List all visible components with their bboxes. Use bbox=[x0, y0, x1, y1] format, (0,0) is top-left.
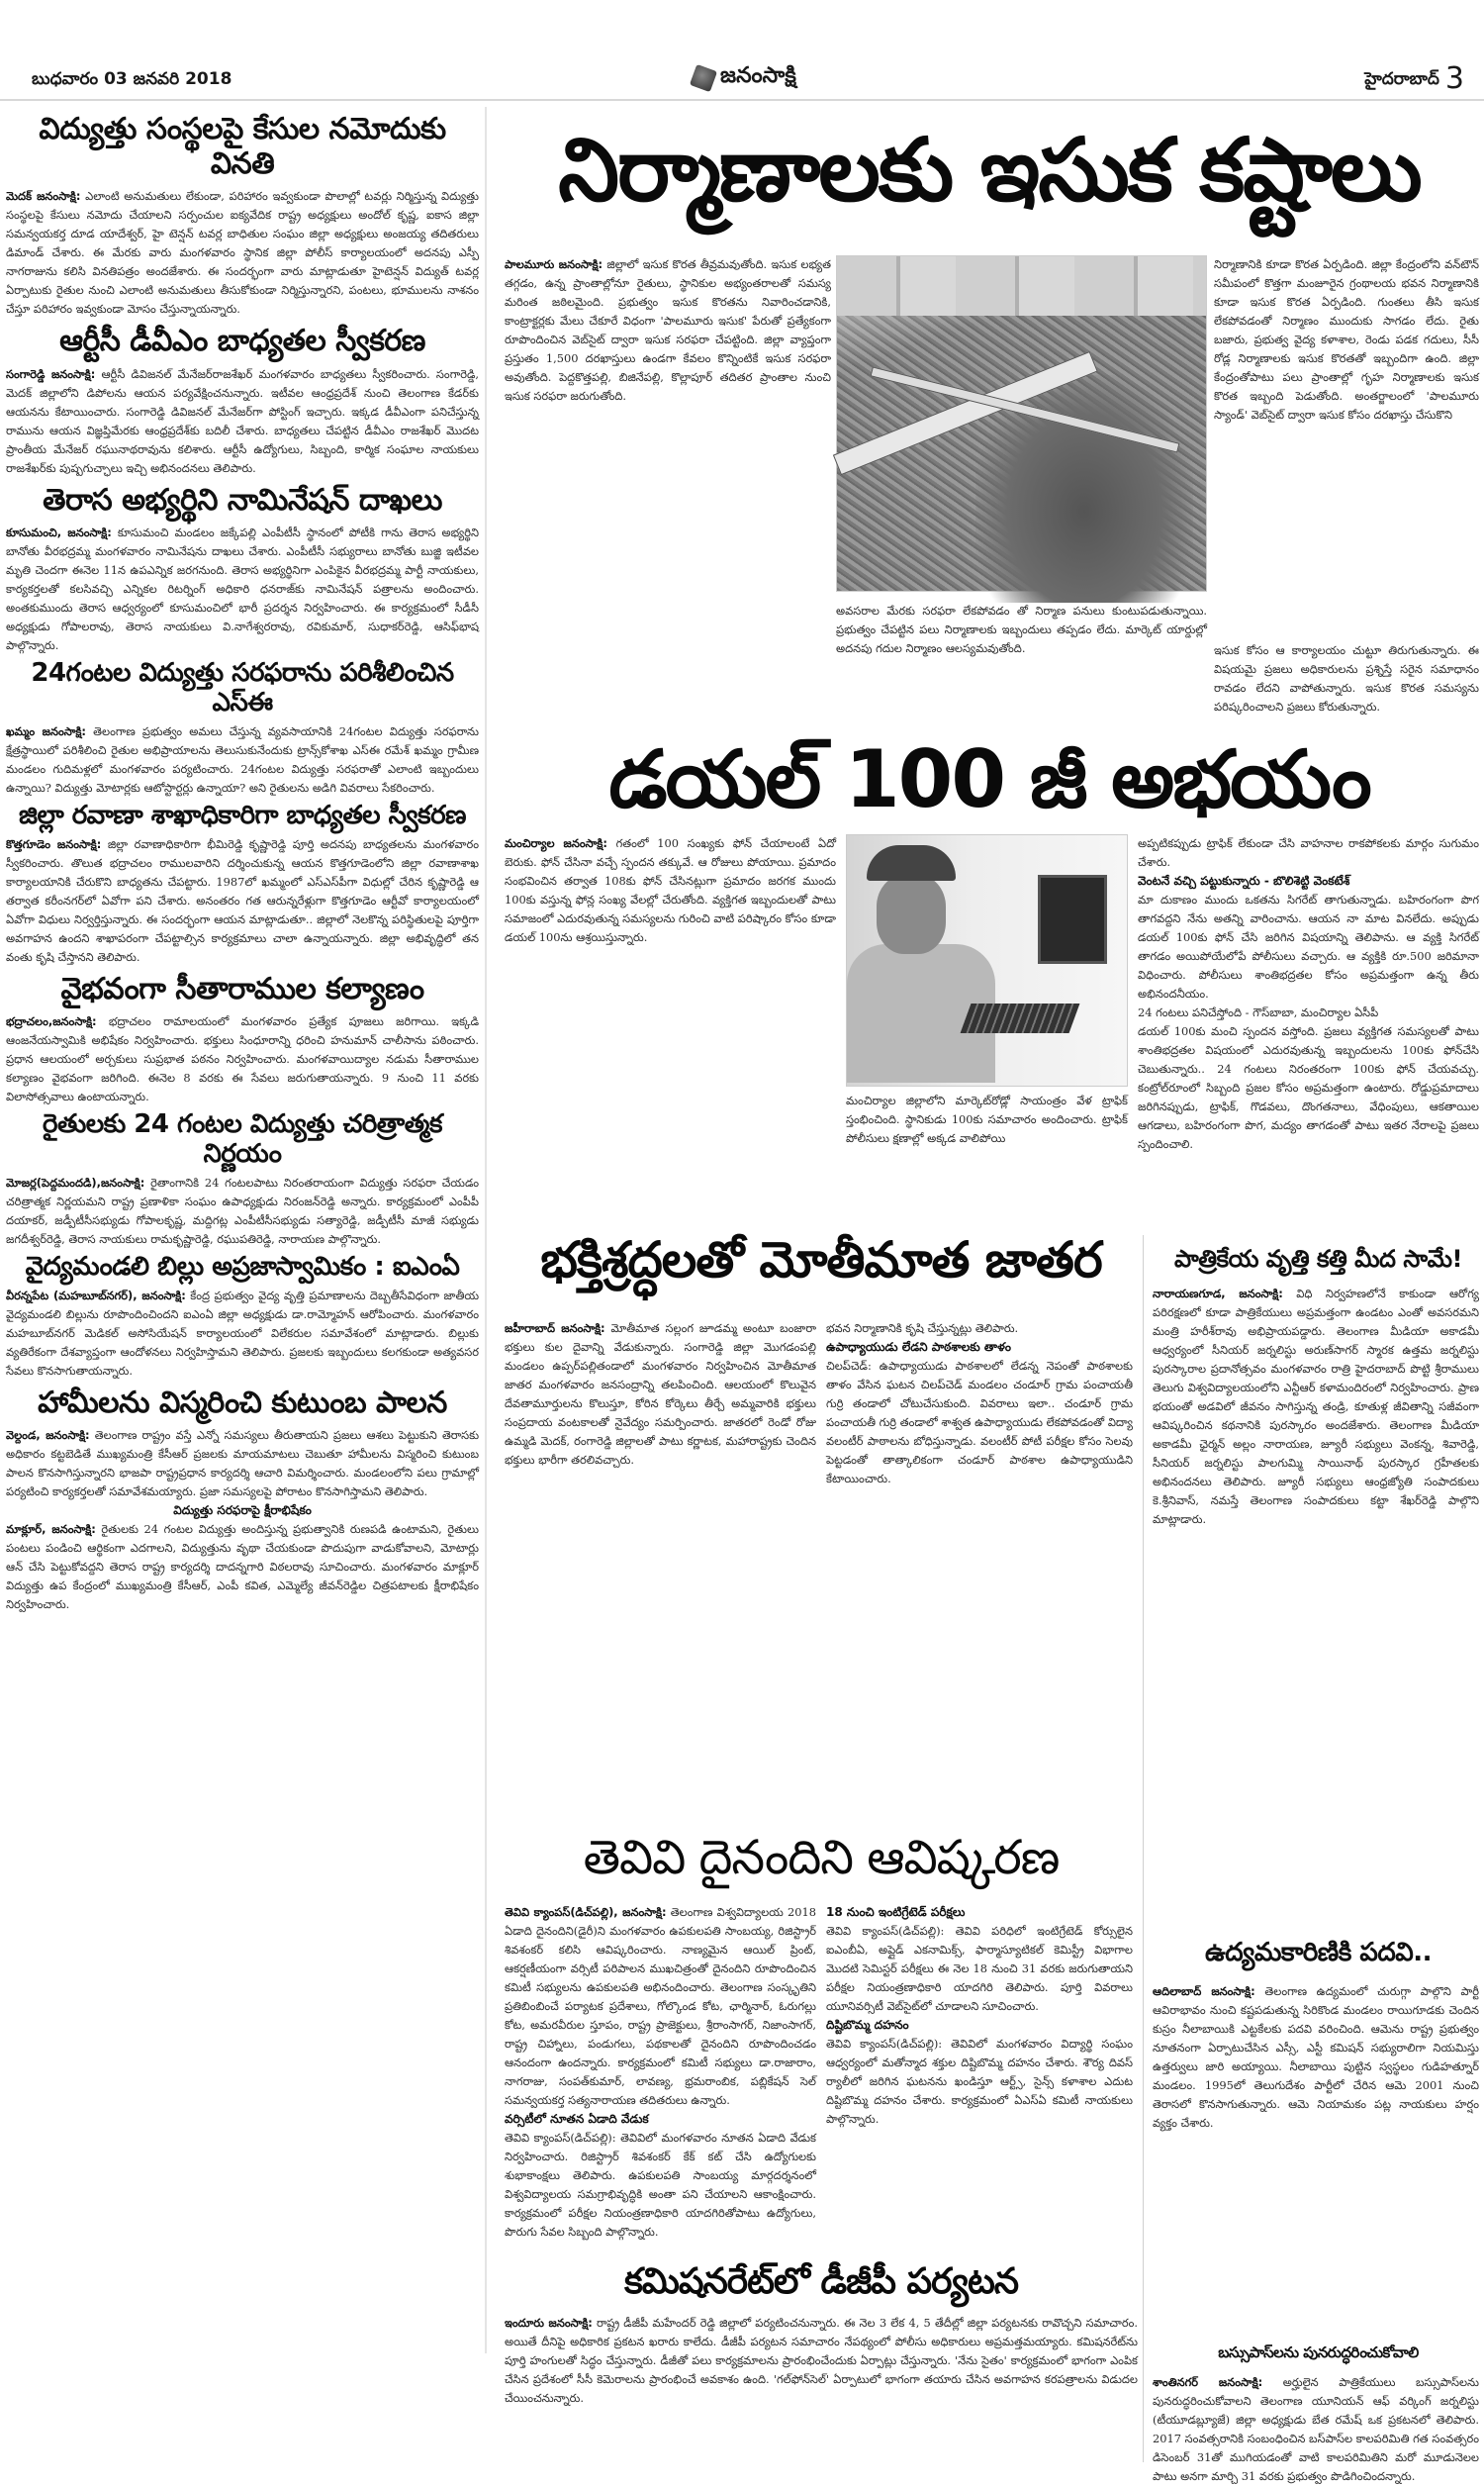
journalism-story-body bbox=[1153, 1285, 1479, 1918]
article-family-rule bbox=[6, 1386, 479, 1502]
article-dateline: మెదక్ జనంసాక్షి: bbox=[6, 189, 81, 203]
article-text: ఇసుక కోసం ఆ కార్యాలయం చుట్టూ తిరుగుతున్నారు. ఈ విషయమై ప్రజలు అధికారులను ప్రశ్నిస్తే సరైన సమాధానం రావడం లేదని వాపోతున్నారు. ఇసుక కొరత సమస్యను పరిష్కరించాలని ప్రజలు కోరుతున్నారు. bbox=[1214, 643, 1479, 714]
edition-city bbox=[1364, 61, 1464, 96]
article-headline: విద్యుత్తు సంస్థలపై కేసుల నమోదుకు వినతి bbox=[39, 112, 446, 181]
article-headline: 24గంటల విద్యుత్తు సరఫరాను పరిశీలించిన ఎస్‌ఈ bbox=[31, 658, 454, 717]
page-number: 3 bbox=[1444, 61, 1464, 96]
left-news-column bbox=[6, 107, 479, 2472]
article-text: తెలంగాణ ప్రభుత్వం అమలు చేస్తున్న వ్యవసాయానికి 24గంటల విద్యుత్తు సరఫరాను క్షేత్రస్థాయిలో పరిశీలించి రైతుల అభిప్రాయాలను తెలుసుకునేందుకు ట్రాన్స్‌కోశాఖ ఎస్‌ఈ రమేశ్ ఖమ్మం గ్రామీణ మండలం గుదిమళ్లలో మంగళవారం పర్యటించారు. 24గంటల విద్యుత్తు సరఫరాతో ఎలాంటి ఇబ్బందులు ఉన్నాయి? విద్యుత్తు మోటార్లకు ఆటోస్టార్టర్లు ఉన్నాయా? అని రైతులను అడిగి వివరాలు సేకరించారు. bbox=[6, 723, 479, 795]
article-text: భద్రాచలం రామాలయంలో మంగళవారం ప్రత్యేక పూజలు జరిగాయి. ఇక్కడి ఆంజనేయస్వామికి అభిషేకం నిర్వహించారు. భక్తులు సింధూరాన్ని ధరించి హనుమాన్ చాలీసాను పఠించారు. ప్రధాన ఆలయంలో అర్చకులు సుప్రభాత పఠనం నిర్వహించారు. మంగళవాయిద్యాల నడుమ సీతారాముల కల్యాణం వైభవంగా జరిగింది. ఈనెల 8 వరకు ఈ సేవలు జరుగుతాయన్నారు. 9 నుంచి 11 వరకు విలాసోత్సవాలు ఉంటాయన్నారు. bbox=[6, 1014, 480, 1104]
masthead-divider bbox=[0, 99, 1484, 101]
issue-date: బుధవారం 03 జనవరి 2018 bbox=[32, 69, 232, 89]
diary-headline: తెవివి దైనందిని ఆవిష్కరణ bbox=[583, 1830, 1060, 1885]
column-divider bbox=[485, 107, 487, 2353]
article-text: మోతీమాత సల్లంగ జూడమ్మ అంటూ బంజారా భక్తులు కుల దైవాన్ని వేడుకున్నారు. సంగారెడ్డి జిల్లా మొగడంపల్లి మండలం ఉప్పర్‌పల్లితండాలో మంగళవారం నిర్వహించిన మోతీమాత జాతర మంగళవారం జనసంద్రాన్ని తలపించింది. ఆలయంలో కొలువైన దేవతామూర్తులను కొలుస్తూ, కోరిన కోర్కెలు తీర్చే అమ్మవారికి భక్తులు సంప్రదాయ వంటకాలతో నైవేద్యం సమర్పించారు. జాతరలో రెండో రోజు ఉమ్మడి మెదక్, రంగారెడ్డి జిల్లాలతో పాటు కర్ణాటక, మహారాష్ట్రకు చెందిన భక్తులు భారీగా తరలివచ్చారు. bbox=[505, 1321, 817, 1467]
article-text: చిలప్‌చెడ్: ఉపాధ్యాయుడు పాఠశాలలో లేడన్న నెపంతో పాఠశాలకు తాళం వేసిన ఘటన చిలప్‌చెడ్ మండలం చండూర్ గ్రామ పంచాయతీ గుర్రి తండాలో చోటుచేసుకుంది. వివరాలు ఇలా.. చండూర్ గ్రామ పంచాయతీ గుర్రి తండాలో శాశ్వత ఉపాధ్యాయుడు లేకపోవడంతో విద్యా వలంటీర్ పాఠాలను బోధిస్తున్నాడు. వలంటీర్ పోటీ పరీక్షల కోసం సెలవు పెట్టడంతో తాత్కాలికంగా చండూర్ పాఠశాల ఉపాధ్యాయుడిని కేటాయించారు. bbox=[826, 1359, 1133, 1485]
dgp-story-body bbox=[505, 2314, 1138, 2408]
article-body bbox=[1153, 1285, 1479, 1529]
article-text: తెవివి క్యాంపస్(డిచ్‌పల్లి): తెవివి పరిధిలో ఇంటిగ్రేటెడ్ కోర్సులైన ఐఎంబీఏ, అప్లైడ్ ఎకనామిక్స్, ఫార్మాస్యూటికల్ కెమిస్ట్రీ విభాగాల మొదటి సెమిస్టర్ పరీక్షలు ఈ నెల 18 నుంచి 31 వరకు జరుగుతాయని పరీక్షల నియంత్రణాధికారి యాదగిరి తెలిపారు. పూర్తి వివరాలు యూనివర్సిటీ వెబ్‌సైట్‌లో చూడాలని సూచించారు. bbox=[826, 1924, 1133, 2013]
article-dateline: మోజర్ల(పెద్దమందడి),జనంసాక్షి: bbox=[6, 1175, 145, 1190]
article-body bbox=[6, 1174, 479, 1249]
article-dateline: మంచిర్యాల జనంసాక్షి: bbox=[505, 836, 607, 850]
article-dateline: వెల్దండ, జనంసాక్షి: bbox=[6, 1428, 90, 1443]
article-body bbox=[6, 722, 479, 798]
article-subheadline: విద్యుత్తు సరఫరాపై క్షీరాభిషేకం bbox=[173, 1503, 312, 1518]
police-control-room-photo bbox=[846, 834, 1128, 1087]
article-text: రైతాంగానికి 24 గంటలపాటు నిరంతరాయంగా విద్యుత్తు సరఫరా చేయడం చరిత్రాత్మక నిర్ణయమని రాష్ట్ర ప్రణాళికా సంఘం ఉపాధ్యక్షుడు నిరంజన్‌రెడ్డి అన్నారు. కార్యక్రమంలో ఎంపీపీ దయాకర్, జడ్పీటీసీసభ్యుడు గోపాలకృష్ణ, మద్దిగట్ల ఎంపీటీసీసభ్యుడు సత్యారెడ్డి, జడ్పీటీసీ మాజీ సభ్యుడు జగదీశ్వర్‌రెడ్డి, తెరాస నాయకులు రామకృష్ణారెడ్డి, రఘుపతిరెడ్డి, నారాయణ పాల్గొన్నారు. bbox=[6, 1175, 479, 1246]
article-headline: వైభవంగా సీతారాముల కల్యాణం bbox=[60, 971, 424, 1006]
photo-officer-head bbox=[877, 875, 946, 954]
article-text: కేంద్ర ప్రభుత్వం వైద్య వృత్తి ప్రమాణాలను దెబ్బతీసేవిధంగా జాతీయ వైద్యమండలి బిల్లును రూపొందించిందని ఐఎంఏ జిల్లా అధ్యక్షుడు డా.రామ్మోహన్ ఆరోపించారు. మంగళవారం మహబూబ్‌నగర్ మెడికల్ అసోసియేషన్ కార్యాలయంలో విలేకరుల సమావేశంలో మాట్లాడారు. బిల్లుకు వ్యతిరేకంగా దేశవ్యాప్తంగా ఆందోళనలు నిర్వహిస్తామని తెలిపారు. ప్రజలకు ఇబ్బందులు కలగకుండా అత్యవసర సేవలు కొనసాగుతాయన్నారు. bbox=[6, 1288, 480, 1378]
masthead bbox=[0, 0, 1484, 99]
article-dateline: ఖమ్మం జనంసాక్షి: bbox=[6, 723, 86, 738]
article-headline: వైద్యమండలి బిల్లు అప్రజాస్వామికం : ఐఎంఏ bbox=[25, 1251, 460, 1282]
lead-story-column-1 bbox=[505, 255, 831, 406]
diary-column-1 bbox=[505, 1903, 816, 2249]
article-farmers-24hr-power bbox=[6, 1110, 479, 1249]
dgp-headline: కమిషనరేట్‌లో డీజీపీ పర్యటన bbox=[623, 2261, 1019, 2302]
article-dateline: తెవివి క్యాంపస్(డిచ్‌పల్లి), జనంసాక్షి: bbox=[505, 1905, 667, 1919]
article-body bbox=[505, 255, 831, 406]
article-text: రాష్ట్ర డీజీపీ మహేందర్ రెడ్డి జిల్లాలో పర్యటించనున్నారు. ఈ నెల 3 లేక 4, 5 తేదీల్లో జిల్లా పర్యటనకు రావొచ్చని సమాచారం. అయితే దీనిపై అధికారిక ప్రకటన ఖరారు కాలేదు. డీజీపీ పర్యటన సమాచారం నేపథ్యంలో పోలీసు అధికారులు అప్రమత్తమయ్యారు. కమిషనరేట్‌ను పూర్తి హంగులతో సిద్ధం చేస్తున్నారు. డీజీతో పలు కార్యక్రమాలను ప్రారంభించేందుకు ఏర్పాట్లు చేస్తున్నారు. 'నేను సైతం' కార్యక్రమంలో భాగంగా ఎంపిక చేసిన ప్రదేశంలో సీసీ కెమెరాలను ప్రారంభించే అవకాశం ఉంది. 'గల్‌ఫోన్‌సెల్' ఏర్పాటులో భాగంగా తయారు చేసిన అవగాహన కరపత్రాలను విడుదల చేయించనున్నారు. bbox=[505, 2316, 1138, 2405]
article-subheadline: ఉపాధ్యాయుడు లేడని పాఠశాలకు తాళం bbox=[826, 1340, 1011, 1354]
article-dateline: కూసుమంచి, జనంసాక్షి: bbox=[6, 526, 112, 539]
dial100-headline: డయల్ 100 జీ అభయం bbox=[608, 733, 1370, 825]
lead-headline: నిర్మాణాలకు ఇసుక కష్టాలు bbox=[558, 119, 1421, 221]
dial100-column-1 bbox=[505, 834, 836, 947]
article-text: కూసుమంచి మండలం జక్కేపల్లి ఎంపీటీసీ స్థానంలో పోటీకి గాను తెరాస అభ్యర్థిని బానోతు వీరభద్రమ్మ మంగళవారం నామినేషను దాఖలు చేశారు. ఎంపీటీసీ సభ్యురాలు బానోతు బుజ్జి ఇటీవల మృతి చెందగా ఈనెల 11న ఉపఎన్నిక జరగనుంది. తెరాస అభ్యర్థినిగా ఎంపికైన వీరభద్రమ్మ పార్టీ నాయకులు, కార్యకర్తలతో కలసివచ్చి ఎన్నికల రిటర్నింగ్ అధికారి ధనరాజ్‌కు నామినేషన్ పత్రాలను అందించారు. అంతకుముందు తెరాస ఆధ్వర్యంలో కూసుమంచిలో భారీ ప్రదర్శన నిర్వహించారు. ఈ కార్యక్రమంలో సీడీసీ అధ్యక్షుడు గోపాలరావు, తెరాస నాయకులు వి.నాగేశ్వరరావు, రవికుమార్, సుధాకర్‌రెడ్డి, ఆసిఫ్‌భాష పాల్గొన్నారు. bbox=[6, 526, 480, 652]
article-medical-council-bill bbox=[6, 1253, 479, 1381]
lead-story-column-2 bbox=[836, 602, 1207, 658]
article-text: అర్హులైన పాత్రికేయులు బస్సుపాస్‌లను పునరుద్ధరించుకోవాలని తెలంగాణ యూనియన్ ఆఫ్ వర్కింగ్ జర్నలిస్టు (టీయూడబ్ల్యూజే) జిల్లా అధ్యక్షుడు బేత రమేష్ ఒక ప్రకటనలో తెలిపారు. 2017 సంవత్సరానికి సంబంధించిన బస్‌పాస్‌ల కాలపరిమితి గత సంవత్సరం డిసెంబర్ 31తో ముగియడంతో వాటి కాలపరిమితిని మరో మూడునెలల పాటు అనగా మార్చి 31 వరకు ప్రభుత్వం పొడిగించిందన్నారు. bbox=[1153, 2375, 1479, 2483]
article-dateline: జహీరాబాద్ జనంసాక్షి: bbox=[505, 1321, 605, 1335]
photo-keyboard-shape bbox=[961, 1004, 1080, 1033]
jathara-column-2 bbox=[826, 1319, 1133, 1794]
photo-officer-cap bbox=[867, 845, 956, 881]
logo-emblem-icon bbox=[690, 64, 717, 92]
article-text: తెలంగాణ ఉద్యమంలో చురుగ్గా పాల్గొని పార్టీ ఆవిరాభావం నుంచి కష్టపడుతున్న సిరికొండ మండలం రాయిగూడకు చెందిన కుస్రం నీలాబాయికి ఎట్టకేలకు పదవి వరించింది. ఆమెను రాష్ట్ర ప్రభుత్వం నూతనంగా ఏర్పాటుచేసిన ఎస్సీ, ఎస్టీ కమిషన్ సభ్యురాలిగా నియమిస్తు ఉత్తర్వులు జారి అయ్యాయి. నీలాబాయి పుట్టిన స్వస్థలం గుడిహత్నూర్ మండలం. 1995లో తెలుగుదేశం పార్టీలో చేరిన ఆమె 2001 నుంచి తెరాసలో కొనసాగుతున్నారు. ఆమె నియామకం పట్ల నాయకులు హర్షం వ్యక్తం చేశారు. bbox=[1153, 1984, 1479, 2130]
right-news-area bbox=[495, 107, 1484, 2483]
quote-heading: వెంటనే వచ్చి పట్టుకున్నారు - బొలిశెట్టి వెంకటేశ్ bbox=[1138, 874, 1350, 888]
article-dateline: ఆదిలాబాద్ జనంసాక్షి: bbox=[1153, 1984, 1255, 1998]
dial100-column-3 bbox=[1138, 834, 1479, 1154]
article-body bbox=[6, 524, 479, 655]
quote-text: మా దుకాణం ముందు ఒకతను సిగరేట్ తాగుతున్నాడు. బహిరంగంగా పొగ తాగవద్దని నేను అతన్ని వారించాను. ఆయన నా మాట వినలేదు. అప్పుడు డయల్ 100కు ఫోన్ చేసి జరిగిన విషయాన్ని తెలిపాను. ఆ వ్యక్తి సిగరేట్ తాగడం అయిపోయేలోపే పోలీసులు వచ్చారు. ఆ వ్యక్తికి రూ.500 జరిమానా విధించారు. పోలీసులు శాంతిభద్రతల కోసం అప్రమత్తంగా ఉన్న తీరు అభినందనీయం. bbox=[1138, 893, 1479, 1001]
article-subheadline: వర్సిటీలో నూతన ఏడాది వేడుక bbox=[505, 2112, 649, 2126]
newspaper-name: జనంసాక్షి bbox=[720, 63, 796, 88]
article-text: తెవివి క్యాంపస్(డిచ్‌పల్లి): తెవివిలో మంగళవారం నూతన ఏడాది వేడుక నిర్వహించారు. రిజిస్ట్రార్ శివశంకర్ కేక్ కట్ చేసి ఉద్యోగులకు శుభాకాంక్షలు తెలిపారు. ఉపకులపతి సాంబయ్య మార్గదర్శనంలో విశ్వవిద్యాలయ సమగ్రాభివృద్ధికి అంతా పని చేయాలని ఆకాంక్షించారు. కార్యక్రమంలో పరీక్షల నియంత్రణాధికారి యాదగిరితోపాటు ఉద్యోగులు, పొరుగు సేవల సిబ్బంది పాల్గొన్నారు. bbox=[505, 2131, 816, 2239]
article-dateline: వీరన్నపేట (మహబూబ్‌నగర్), జనంసాక్షి: bbox=[6, 1288, 186, 1302]
article-dateline: కొత్తగూడెం జనంసాక్షి: bbox=[6, 836, 102, 851]
article-body bbox=[505, 834, 836, 947]
article-text: తెవివి క్యాంపస్(డిచ్‌పల్లి): తెవివిలో మంగళవారం విద్యార్థి సంఘం ఆధ్వర్యంలో మతోన్మాద శక్తుల దిష్టిబొమ్మ దహనం చేశారు. శౌర్య దివస్ ర్యాలీలో జరిగిన ఘటనను ఖండిస్తూ ఆర్ట్స్, సైన్స్ కళాశాల ఎదుట దిష్టిబొమ్మ దహనం చేశారు. కార్యక్రమంలో ఏఎస్‌ఏ కమిటీ నాయకులు పాల్గొన్నారు. bbox=[826, 2037, 1133, 2126]
lead-story-column-3 bbox=[1214, 641, 1479, 717]
article-rtc-dvm bbox=[6, 325, 479, 478]
sand-pit-photo bbox=[836, 255, 1207, 592]
article-text: అప్పటికప్పుడు ట్రాఫిక్ లేకుండా చేసి వాహనాల రాకపోకలకు మార్గం సుగుమం చేశారు. bbox=[1138, 836, 1479, 869]
article-body bbox=[6, 1287, 479, 1381]
article-body bbox=[505, 1903, 816, 2110]
article-body bbox=[6, 1426, 479, 1501]
article-text: గతంలో 100 సంఖ్యకు ఫోన్ చేయాలంటే ఏదో బెరుకు. ఫోన్ చేసినా వచ్చే స్పందన తక్కువే. ఆ రోజులు పోయాయి. ప్రమాదం సంభవించిన తర్వాత 108కు ఫోన్ చేసినట్లుగా ప్రమాదం జరగక ముందు 100కు వస్తున్న ఫోన్ల సంఖ్య వేలల్లో చేరుతోంది. వ్యక్తిగత ఇబ్బందులతో పాటు సమాజంలో ఎదురవుతున్న సమస్యలను గురించి వాటి పరిష్కారం కోసం కూడా డయల్ 100ను ఆశ్రయిస్తున్నారు. bbox=[505, 836, 836, 944]
activist-headline: ఉద్యమకారిణికి పదవి.. bbox=[1205, 1938, 1432, 1967]
article-subheadline: దిష్టిబొమ్మ దహనం bbox=[826, 2018, 909, 2032]
article-dateline: నారాయణగూడ, జనంసాక్షి: bbox=[1153, 1287, 1283, 1300]
article-ksheerabhishekam bbox=[6, 1501, 479, 1614]
article-text: నిర్మాణానికి కూడా కొరత ఏర్పడింది. జిల్లా కేంద్రంలోని వన్‌టౌన్ సమీపంలో కొత్తగా మంజూరైన గ్రంథాలయ భవన నిర్మాణానికి కూడా ఇసుక కొరత ఏర్పడింది. గుంతలు తీసి ఇసుక లేకపోవడంతో నిర్మాణం ముందుకు సాగడం లేదు. రైతు బజారు, ప్రభుత్వ వైద్య కళాశాల, రెండు పడక గదులు, సీసీ రోడ్ల నిర్మాణాలకు ఇసుక కొరతతో ఇబ్బందిగా ఉంది. జిల్లా కేంద్రంతోపాటు పలు ప్రాంతాల్లో గృహ నిర్మాణాలకు ఇసుక కొరత ఇబ్బంది పెడుతోంది. అంతర్జాలంలో 'పాలమూరు స్యాండ్' వెబ్‌సైట్ ద్వారా ఇసుక కోసం దరఖాస్తు చేసుకొని bbox=[1214, 257, 1479, 422]
quote-heading: 24 గంటలు పనిచేస్తోంది - గౌస్‌బాబా, మంచిర్యాల ఏసీపీ bbox=[1138, 1005, 1379, 1019]
article-body bbox=[6, 835, 479, 967]
article-headline: ఆర్టీసీ డీవీఎం బాధ్యతల స్వీకరణ bbox=[59, 324, 425, 358]
lead-story-side-column bbox=[1214, 255, 1479, 425]
article-text: విధి నిర్వహణలోనే కాకుండా ఆరోగ్య పరిరక్షణలో కూడా పాత్రికేయులు అప్రమత్తంగా ఉండటం ఎంతో అవసరమని మంత్రి హరీశ్‌రావు అభిప్రాయపడ్డారు. తెలంగాణ మీడియా అకాడమీ ఆధ్వర్యంలో సీనియర్ జర్నలిస్టు అరుణ్‌సాగర్ స్మారక ఉత్తమ జర్నలిస్టు పురస్కారాల ప్రదానోత్సవం మంగళవారం రాత్రి హైదరాబాద్ పొట్టి శ్రీరాములు తెలుగు విశ్వవిద్యాలయంలోని ఎన్టీఆర్ కళామందిరంలో నిర్వహించారు. ప్రాణ భయంతో అడవిలో జీవనం సాగిస్తున్న తండ్రి, కూతుళ్ల జీవితాన్ని సజీవంగా ఆవిష్కరించిన కథనానికి పురస్కారం అందజేశారు. తెలంగాణ మీడియా అకాడమీ ఛైర్మన్ అల్లం నారాయణ, జ్యూరీ సభ్యులు వెంకన్న, శివారెడ్డి, సీనియర్ జర్నలిస్టు పాలగుమ్మి సాయినాథ్ పురస్కార గ్రహీతలకు అభినందనలు తెలిపారు. జ్యూరీ సభ్యులు ఆంధ్రజ్యోతి సంపాదకులు కె.శ్రీనివాస్, నమస్తే తెలంగాణ సంపాదకులు కట్టా శేఖర్‌రెడ్డి పాల్గొని మాట్లాడారు. bbox=[1153, 1287, 1479, 1526]
article-text: ఆర్టీసీ డివిజనల్ మేనేజర్‌రాజశేఖర్ మంగళవారం బాధ్యతలు స్వీకరించారు. సంగారెడ్డి, మెదక్ జిల్లాలోని డిపోలను ఆయన పర్యవేక్షించనున్నారు. ఇటీవల ఆంధ్రప్రదేశ్ నుంచి తెలంగాణ కేడర్‌కు ఆయనను కేటాయించారు. సంగారెడ్డి డివిజనల్ మేనేజర్‌గా పోస్టింగ్ ఇచ్చారు. ఇక్కడ డీవీఎంగా పనిచేస్తున్న రామును ఆయన విజ్ఞప్తిమేరకు ఆంధ్రప్రదేశ్‌కు బదిలీ చేశారు. బాధ్యతలు చేపట్టిన డీవీఎం రాజశేఖర్ మొదట ప్రాంతీయ మేనేజర్ రఘునాథరావును కలిశారు. ఆర్టీసీ ఉద్యోగులు, సిబ్బంది, కార్మిక సంఘాల నాయకులు రాజశేఖర్‌కు పుష్పగుచ్ఛాలు ఇచ్చి అభినందనలు తెలిపారు. bbox=[6, 366, 479, 475]
article-body bbox=[6, 1520, 479, 1614]
article-body bbox=[1153, 1982, 1479, 2133]
article-text: జిల్లాలో ఇసుక కొరత తీవ్రమవుతోంది. ఇసుక లభ్యత తగ్గడం, ఉన్న ప్రాంతాల్లోనూ రైతులు, స్థానికుల అభ్యంతరాలతో సమస్య మరింత జఠిలమైంది. ప్రభుత్వం ఇసుక కొరతను నివారించడానికి, కాంట్రాక్టర్లకు మేలు చేకూరే విధంగా 'పాలమూరు ఇసుక' పేరుతో ప్రత్యేకంగా రూపొందించిన వెబ్‌సైట్‌ ద్వారా ఇసుక సరఫరా చేపట్టింది. జిల్లా వ్యాప్తంగా ప్రస్తుతం 1,500 దరఖాస్తులు ఉండగా కేవలం కొన్నింటికే ఇసుక సరఫరా అవుతోంది. పెద్దకొత్తపల్లి, బిజినేపల్లి, కొల్లాపూర్ తదితర ప్రాంతాల నుంచి ఇసుక సరఫరా జరుగుతోంది. bbox=[505, 257, 831, 403]
article-dateline: శాంతినగర్ జనంసాక్షి: bbox=[1153, 2375, 1263, 2389]
article-text: ఎలాంటి అనుమతులు లేకుండా, పరిహారం ఇవ్వకుండా పొలాల్లో టవర్లు నిర్మిస్తున్న విద్యుత్తు సంస్థలపై కేసులు నమోదు చేయాలని సర్పంచుల ఐక్యవేదిక రాష్ట్ర అధ్యక్షులు అందోల్ కృష్ణ, ఐకాస జిల్లా సమన్వయకర్త దూడ యాదేశ్వర్, హై టెన్షన్ టవర్ల బాధితుల సంఘం జిల్లా అధ్యక్షులు అంజయ్య తదితరులు డిమాండ్ చేశారు. ఈ మేరకు వారు మంగళవారం స్థానిక జిల్లా పోలీస్ కార్యాలయంలో అదనపు ఎస్పీ నాగరాజును కలిసి వినతిపత్రం అందజేశారు. ఈ సందర్భంగా వారు మాట్లాడుతూ హైటెన్షన్ విద్యుత్ టవర్ల ఏర్పాటుకు రైతుల నుంచి ఎలాంటి అనుమతులు తీసుకోకుండా నిర్మిస్తున్నారని, పంటలు, భూములను నాశనం చేస్తూ పరిహారం ఇవ్వకుండా మోసం చేస్తున్నాయన్నారు. bbox=[6, 189, 479, 316]
newspaper-logo bbox=[693, 63, 796, 93]
article-text: తెలంగాణ విశ్వవిద్యాలయ 2018 ఏడాది దైనందిని(డైరీ)ని మంగళవారం ఉపకులపతి సాంబయ్య, రిజిస్ట్రార్ శివశంకర్ కలిసి ఆవిష్కరించారు. నాణ్యమైన ఆయిల్ ప్రింట్, ఆకర్షణీయంగా వర్సిటీ పరిపాలన ముఖచిత్రంతో దైనందిని రూపొందించిన కమిటీ సభ్యులను ఉపకులపతి అభినందించారు. తెలంగాణ సంస్కృతిని ప్రతిబింబించే పర్యాటక ప్రదేశాలు, గోల్కొండ కోట, ఛార్మినార్, ఓరుగల్లు కోట, అమరవీరుల స్తూపం, రాష్ట్ర ప్రాజెక్టులు, శ్రీరాంసాగర్, నిజాంసాగర్, రాష్ట్ర చిహ్నాలు, పండుగలు, పథకాలతో దైనందిని రూపొందించడం ఆనందంగా ఉందన్నారు. కార్యక్రమంలో కమిటీ సభ్యులు డా.రాజారాం, నాగరాజు, సంపత్‌కుమార్, లావణ్య, భ్రమరాంబిక, పబ్లికేషన్ సెల్ సమన్వయకర్త సత్యనారాయణ తదితరులు ఉన్నారు. bbox=[505, 1905, 817, 2107]
article-body bbox=[505, 1319, 816, 1470]
activist-story-body bbox=[1153, 1982, 1479, 2339]
diary-column-2 bbox=[826, 1903, 1133, 2249]
jathara-headline: భక్తిశ్రద్ధలతో మోతీమాత జాతర bbox=[540, 1231, 1102, 1289]
article-text: జిల్లా రవాణాధికారిగా భీమిరెడ్డి కృష్ణారెడ్డి పూర్తి అదనపు బాధ్యతలను మంగళవారం స్వీకరించారు. తొలుత భద్రాచలం రాములవారిని దర్శించుకున్న ఆయన కొత్తగూడెంలోని జిల్లా రవాణాశాఖ కార్యాలయానికి చేరుకొని బాధ్యతను చేపట్టారు. 1987లో ఖమ్మంలో ఎస్‌ఎస్‌పీగా విధుల్లో చేరిన కృష్ణారెడ్డి ఆ తర్వాత కరీంనగర్‌లో ఏవోగా పని చేశారు. అనంతరం గత ఆరున్నరేళ్లుగా కొత్తగూడెం ఆర్టీవో కార్యాలయంలో ఏవోగా విధులు నిర్వర్తిస్తున్నారు. ఈ సందర్భంగా ఆయన మాట్లాడుతూ.. జిల్లాలో నెలకొన్న పరిస్థితులపై పూర్తిగా అవగాహన ఉందని శాఖాపరంగా చేపట్టాల్సిన కార్యక్రమాలు చాలా ఉన్నాయన్నారు. జిల్లా అభివృద్ధిలో తన వంతు కృషి చేస్తానని తెలిపారు. bbox=[6, 836, 480, 964]
buspass-headline: బస్సుపాస్‌లను పునరుద్ధరించుకోవాలి bbox=[1218, 2343, 1419, 2361]
article-headline: జిల్లా రవాణా శాఖాధికారిగా బాధ్యతల స్వీకరణ bbox=[18, 800, 467, 830]
article-24hr-power-se bbox=[6, 659, 479, 798]
article-text: రైతులకు 24 గంటల విద్యుత్తు అందిస్తున్న ప్రభుత్వానికి రుణపడి ఉంటామని, రైతులు పంటలు పండించి ఆర్థికంగా ఎదగాలని, విద్యుత్తును వృథా చేయకుండా పొదుపుగా వాడుకోవాలని, మోటార్లు ఆన్ చేసి పెట్టుకోవద్దని తెరాస రాష్ట్ర కార్యదర్శి దాదన్నగారి విఠలరావు సూచించారు. మంగళవారం మాక్లూర్ విద్యుత్తు ఉప కేంద్రంలో ముఖ్యమంత్రి కేసీఆర్, ఎంపీ కవిత, ఎమ్మెల్యే జీవన్‌రెడ్డిల చిత్రపటాలకు క్షీరాభిషేకం నిర్వహించారు. bbox=[6, 1522, 479, 1612]
article-dateline: భద్రాచలం,జనంసాక్షి: bbox=[6, 1014, 97, 1029]
buspass-story-body bbox=[1153, 2373, 1479, 2486]
photo-wall-shape bbox=[837, 256, 1206, 316]
article-text: భవన నిర్మాణానికి కృషి చేస్తున్నట్లు తెలిపారు. bbox=[826, 1321, 1019, 1335]
article-body bbox=[6, 1012, 479, 1106]
article-dateline: సంగారెడ్డి జనంసాక్షి: bbox=[6, 366, 96, 381]
article-body bbox=[6, 365, 479, 478]
article-dateline: ఇందూరు జనంసాక్షి: bbox=[505, 2316, 593, 2330]
article-body bbox=[6, 187, 479, 319]
journalism-headline: పాత్రికేయ వృత్తి కత్తి మీద సామే! bbox=[1174, 1245, 1462, 1273]
article-power-cases bbox=[6, 113, 479, 319]
dial100-column-2 bbox=[846, 1092, 1128, 1148]
photo-monitor-shape bbox=[1038, 875, 1107, 964]
jathara-column-1 bbox=[505, 1319, 816, 1794]
article-text: తెలంగాణ రాష్ట్రం వస్తే ఎన్నో సమస్యలు తీరుతాయని ప్రజలు ఆశలు పెట్టుకుని తెరాసకు అధికారం కట్టబెడితే ముఖ్యమంత్రి కేసీఆర్ ప్రజలకు మాయమాటలు చెబుతూ హామీలను విస్మరించి కుటుంబ పాలన కొనసాగిస్తున్నారని భాజపా రాష్ట్రప్రధాన కార్యదర్శి ఆచారి విమర్శించారు. మండలంలోని పలు గ్రామాల్లో పర్యటించి కార్యకర్తలతో సమావేశమయ్యారు. ప్రజా సమస్యలపై పోరాటం కొనసాగిస్తామని తెలిపారు. bbox=[6, 1428, 480, 1499]
city-name: హైదరాబాద్ bbox=[1364, 69, 1439, 89]
article-body bbox=[505, 2314, 1138, 2408]
quote-text: డయల్ 100కు మంచి స్పందన వస్తోంది. ప్రజలు వ్యక్తిగత సమస్యలతో పాటు శాంతిభద్రతల విషయంలో ఎదురవుతున్న ఇబ్బందులను 100కు ఫోన్‌చేసి చెబుతున్నారు.. 24 గంటలు నిరంతరంగా 100కు ఫోన్ చేయవచ్చు. కంట్రోల్‌రూంలో సిబ్బంది ప్రజల కోసం అప్రమత్తంగా ఉంటారు. రోడ్డుప్రమాదాలు జరిగినప్పుడు, ట్రాఫిక్, గొడవలు, దొంగతనాలు, వేధింపులు, ఆకతాయిల ఆగడాలు, బహిరంగంగా పొగ, మద్యం తాగడంతో పాటు ఇతర నేరాలపై ప్రజలు స్పందించాలి. bbox=[1138, 1024, 1479, 1151]
article-transport-officer bbox=[6, 802, 479, 967]
article-text: అవసరాల మేరకు సరఫరా లేకపోవడం తో నిర్మాణ పనులు కుంటుపడుతున్నాయి. ప్రభుత్వం చేపట్టిన పలు నిర్మాణాలకు ఇబ్బందులు తప్పడం లేదు. మార్కెట్ యార్డుల్లో అదనపు గదుల నిర్మాణం ఆలస్యమవుతోంది. bbox=[836, 604, 1207, 655]
article-headline: తెరాస అభ్యర్థిని నామినేషన్ దాఖలు bbox=[43, 482, 442, 518]
article-headline: రైతులకు 24 గంటల విద్యుత్తు చరిత్రాత్మక నిర్ణయం bbox=[43, 1109, 442, 1170]
article-body bbox=[1153, 2373, 1479, 2486]
article-headline: హామీలను విస్మరించి కుటుంబ పాలన bbox=[38, 1385, 447, 1420]
article-text: మంచిర్యాల జిల్లాలోని మార్కెట్‌రోడ్లో సాయంత్రం వేళ ట్రాఫిక్ స్తంభించింది. స్థానికుడు 100కు సమాచారం అందించారు. ట్రాఫిక్ పోలీసులు క్షణాల్లో అక్కడ వాలిపోయి bbox=[846, 1094, 1128, 1145]
article-sitarama-kalyanam bbox=[6, 973, 479, 1107]
article-trs-nomination bbox=[6, 484, 479, 656]
article-dateline: మాక్లూర్, జనంసాక్షి: bbox=[6, 1522, 96, 1537]
article-dateline: పాలమూరు జనంసాక్షి: bbox=[505, 257, 603, 271]
article-subheadline: 18 నుంచి ఇంటిగ్రేటెడ్ పరీక్షలు bbox=[826, 1905, 966, 1919]
